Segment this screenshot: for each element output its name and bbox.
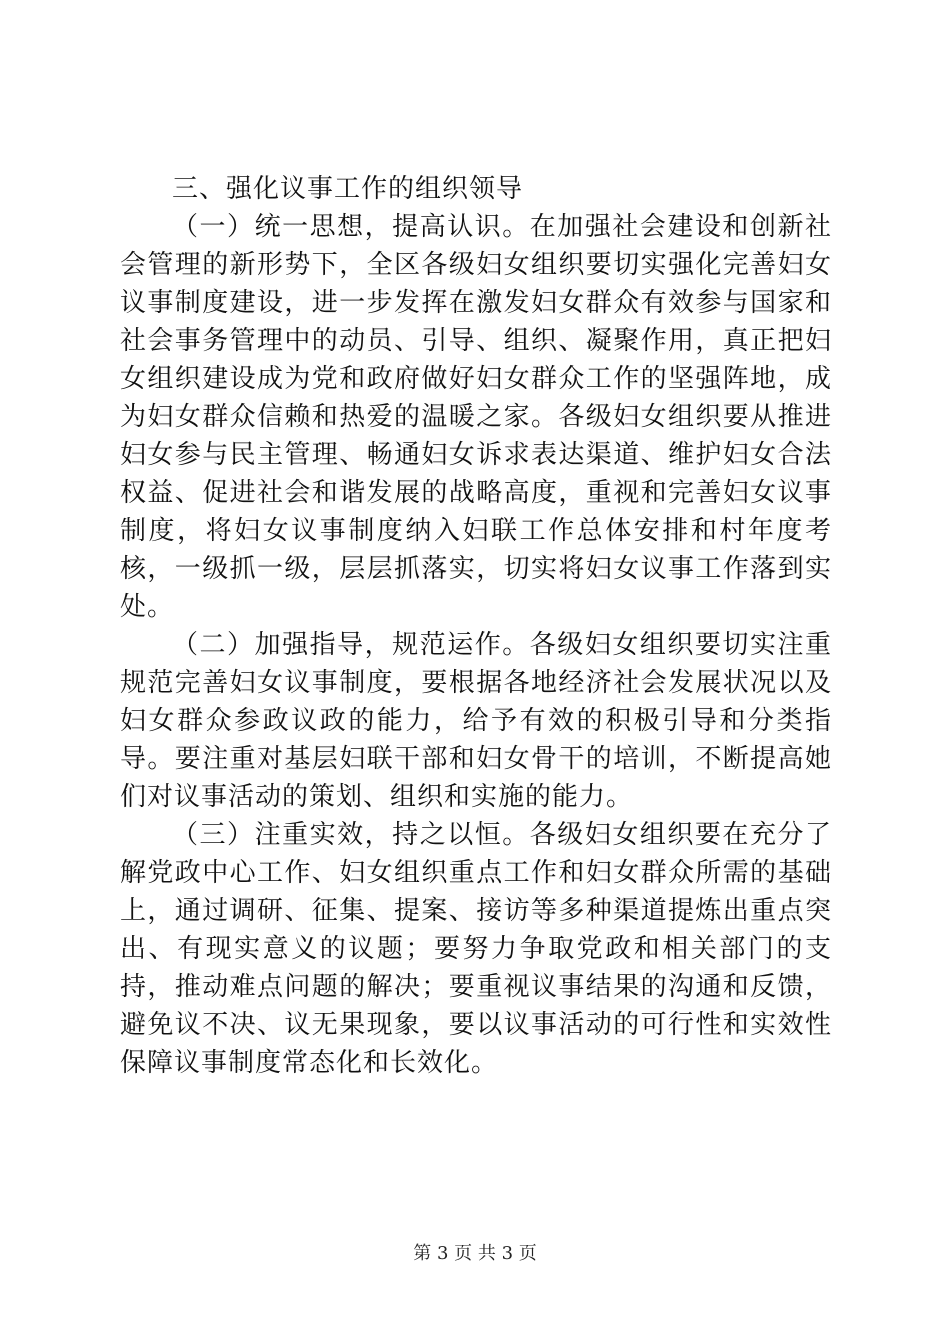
paragraph-2: （二）加强指导，规范运作。各级妇女组织要切实注重规范完善妇女议事制度，要根据各地经济社会发展状况以及妇女群众参政议政的能力，给予有效的积极引导和分类指导。要注重对基层妇联干部和妇女骨干的培训，不断提高她们对议事活动的策划、组织和实施的能力。 (120, 630, 832, 812)
document-body (120, 170, 832, 1082)
page-footer: 第 3 页 共 3 页 (413, 1243, 537, 1264)
section-heading: 三、强化议事工作的组织领导 (172, 174, 524, 204)
paragraph-1: （一）统一思想，提高认识。在加强社会建设和创新社会管理的新形势下，全区各级妇女组织要切实强化完善妇女议事制度建设，进一步发挥在激发妇女群众有效参与国家和社会事务管理中的动员、引导、组织、凝聚作用，真正把妇女组织建设成为党和政府做好妇女群众工作的坚强阵地，成为妇女群众信赖和热爱的温暖之家。各级妇女组织要从推进妇女参与民主管理、畅通妇女诉求表达渠道、维护妇女合法权益、促进社会和谐发展的战略高度，重视和完善妇女议事制度，将妇女议事制度纳入妇联工作总体安排和村年度考核，一级抓一级，层层抓落实，切实将妇女议事工作落到实处。 (120, 212, 832, 622)
paragraph-3: （三）注重实效，持之以恒。各级妇女组织要在充分了解党政中心工作、妇女组织重点工作和妇女群众所需的基础上，通过调研、征集、提案、接访等多种渠道提炼出重点突出、有现实意义的议题；要努力争取党政和相关部门的支持，推动难点问题的解决；要重视议事结果的沟通和反馈，避免议不决、议无果现象，要以议事活动的可行性和实效性保障议事制度常态化和长效化。 (120, 820, 832, 1078)
